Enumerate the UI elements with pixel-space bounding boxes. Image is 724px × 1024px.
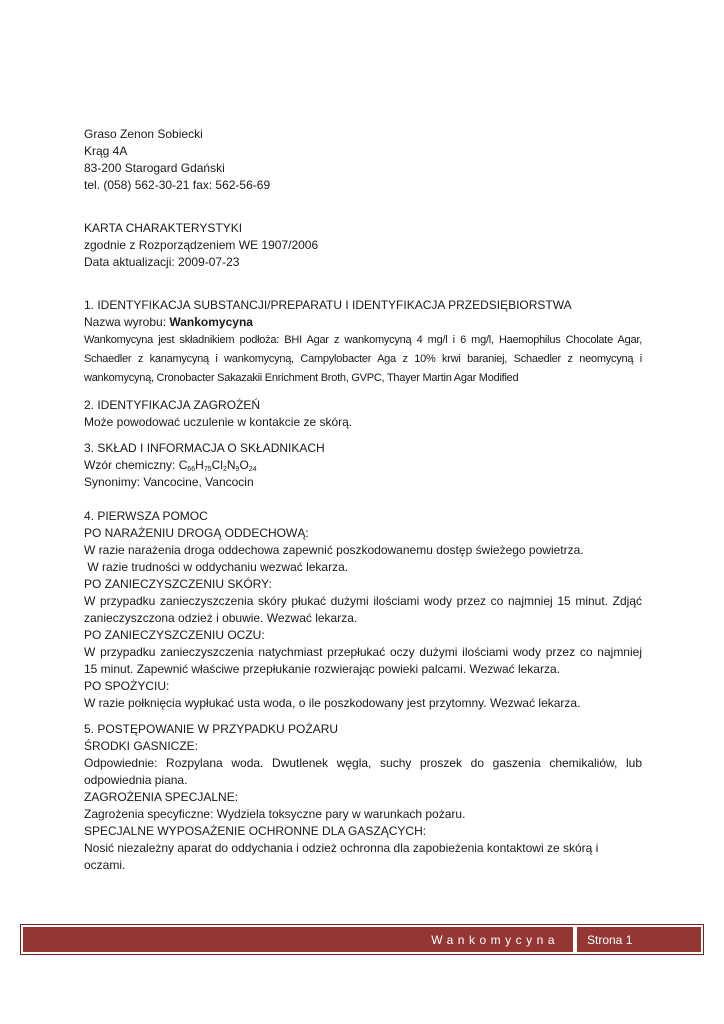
footer-document-title: Wankomycyna <box>23 927 575 952</box>
formula-subscript: 66 <box>187 466 196 473</box>
product-name-label: Nazwa wyrobu: <box>84 315 170 329</box>
extinguishing-media-heading: ŚRODKI GASNICZE: <box>84 739 199 753</box>
footer-page-number: Strona 1 <box>577 927 701 952</box>
eyes-heading: PO ZANIECZYSZCZENIU OCZU: <box>84 628 265 642</box>
company-city: 83-200 Starogard Gdański <box>84 161 225 175</box>
company-name: Graso Zenon Sobiecki <box>84 127 203 141</box>
protective-equipment-heading: SPECJALNE WYPOSAŻENIE OCHRONNE DLA GASZĄCYCH: <box>84 824 427 838</box>
product-description: Wankomycyna jest składnikiem podłoża: BHI Agar z wankomycyną 4 mg/l i 6 mg/l, Haemophilus Chocolate Agar, Schaedler z kanamycyną i wankomycyną, Campylobacter Aga z 10% krwi baraniej, Schaedler z neomycyną i wankomycyną, Cronobacter Sakazakii Enrichment Broth, GVPC, Thayer Martin Agar Modified <box>84 334 642 384</box>
section-5-heading: 5. POSTĘPOWANIE W PRZYPADKU POŻARU <box>84 722 339 736</box>
update-date: Data aktualizacji: 2009-07-23 <box>84 255 240 269</box>
section-1-heading: 1. IDENTYFIKACJA SUBSTANCJI/PREPARATU I IDENTYFIKACJA PRZEDSIĘBIORSTWA <box>84 298 572 312</box>
formula-element: Cl <box>211 458 223 472</box>
company-street: Krąg 4A <box>84 144 128 158</box>
formula-subscript: 2 <box>222 466 227 473</box>
skin-heading: PO ZANIECZYSZCZENIU SKÓRY: <box>84 577 272 591</box>
formula-element: O <box>239 458 249 472</box>
hazard-text: Może powodować uczulenie w kontakcie ze skórą. <box>84 415 353 429</box>
document-title: KARTA CHARAKTERYSTYKI <box>84 221 243 235</box>
company-contact: tel. (058) 562-30-21 fax: 562-56-69 <box>84 178 271 192</box>
eyes-text: W przypadku zanieczyszczenia natychmiast przepłukać oczy dużymi ilościami wody przez co najmniej 15 minut. Zapewnić właściwe przepłukanie rozwierając powieki palcami. Wezwać lekarza. <box>84 645 642 676</box>
extinguishing-media-text: Odpowiednie: Rozpylana woda. Dwutlenek węgla, suchy proszek do gaszenia chemikaliów, lub odpowiednia piana. <box>84 756 642 787</box>
formula-element: N <box>226 458 236 472</box>
formula-subscript: 75 <box>203 466 212 473</box>
special-hazards-heading: ZAGROŻENIA SPECJALNE: <box>84 790 239 804</box>
ingestion-text: W razie połknięcia wypłukać usta woda, o ile poszkodowany jest przytomny. Wezwać lekarza. <box>84 696 581 710</box>
chemical-formula-line <box>84 457 642 474</box>
special-hazards-text: Zagrożenia specyficzne: Wydziela toksyczne pary w warunkach pożaru. <box>84 807 466 821</box>
product-name-line <box>84 314 642 331</box>
formula-label: Wzór chemiczny: <box>84 458 179 472</box>
page-footer <box>20 924 704 955</box>
ingestion-heading: PO SPOŻYCIU: <box>84 679 170 693</box>
document-body <box>84 126 642 874</box>
formula-element: H <box>195 458 204 472</box>
chemical-formula <box>179 458 257 472</box>
skin-text: W przypadku zanieczyszczenia skóry płukać dużymi ilościami wody przez co najmniej 15 minut. Zdjąć zanieczyszczona odzież i obuwie. Wezwać lekarza. <box>84 594 642 625</box>
product-name: Wankomycyna <box>169 315 253 329</box>
formula-subscript: 24 <box>248 466 257 473</box>
synonyms: Synonimy: Vancocine, Vancocin <box>84 475 254 489</box>
protective-equipment-text: Nosić niezależny aparat do oddychania i odzież ochronna dla zapobieżenia kontaktowi ze skórą i oczami. <box>84 841 599 872</box>
inhalation-text-2: W razie trudności w oddychaniu wezwać lekarza. <box>84 560 349 574</box>
formula-subscript: 9 <box>235 466 240 473</box>
formula-element: C <box>178 458 188 472</box>
section-3-heading: 3. SKŁAD I INFORMACJA O SKŁADNIKACH <box>84 441 325 455</box>
section-4-heading: 4. PIERWSZA POMOC <box>84 509 208 523</box>
inhalation-heading: PO NARAŻENIU DROGĄ ODDECHOWĄ: <box>84 526 309 540</box>
regulation-line: zgodnie z Rozporządzeniem WE 1907/2006 <box>84 238 319 252</box>
inhalation-text-1: W razie narażenia droga oddechowa zapewnić poszkodowanemu dostęp świeżego powietrza. <box>84 543 584 557</box>
section-2-heading: 2. IDENTYFIKACJA ZAGROŻEŃ <box>84 398 261 412</box>
